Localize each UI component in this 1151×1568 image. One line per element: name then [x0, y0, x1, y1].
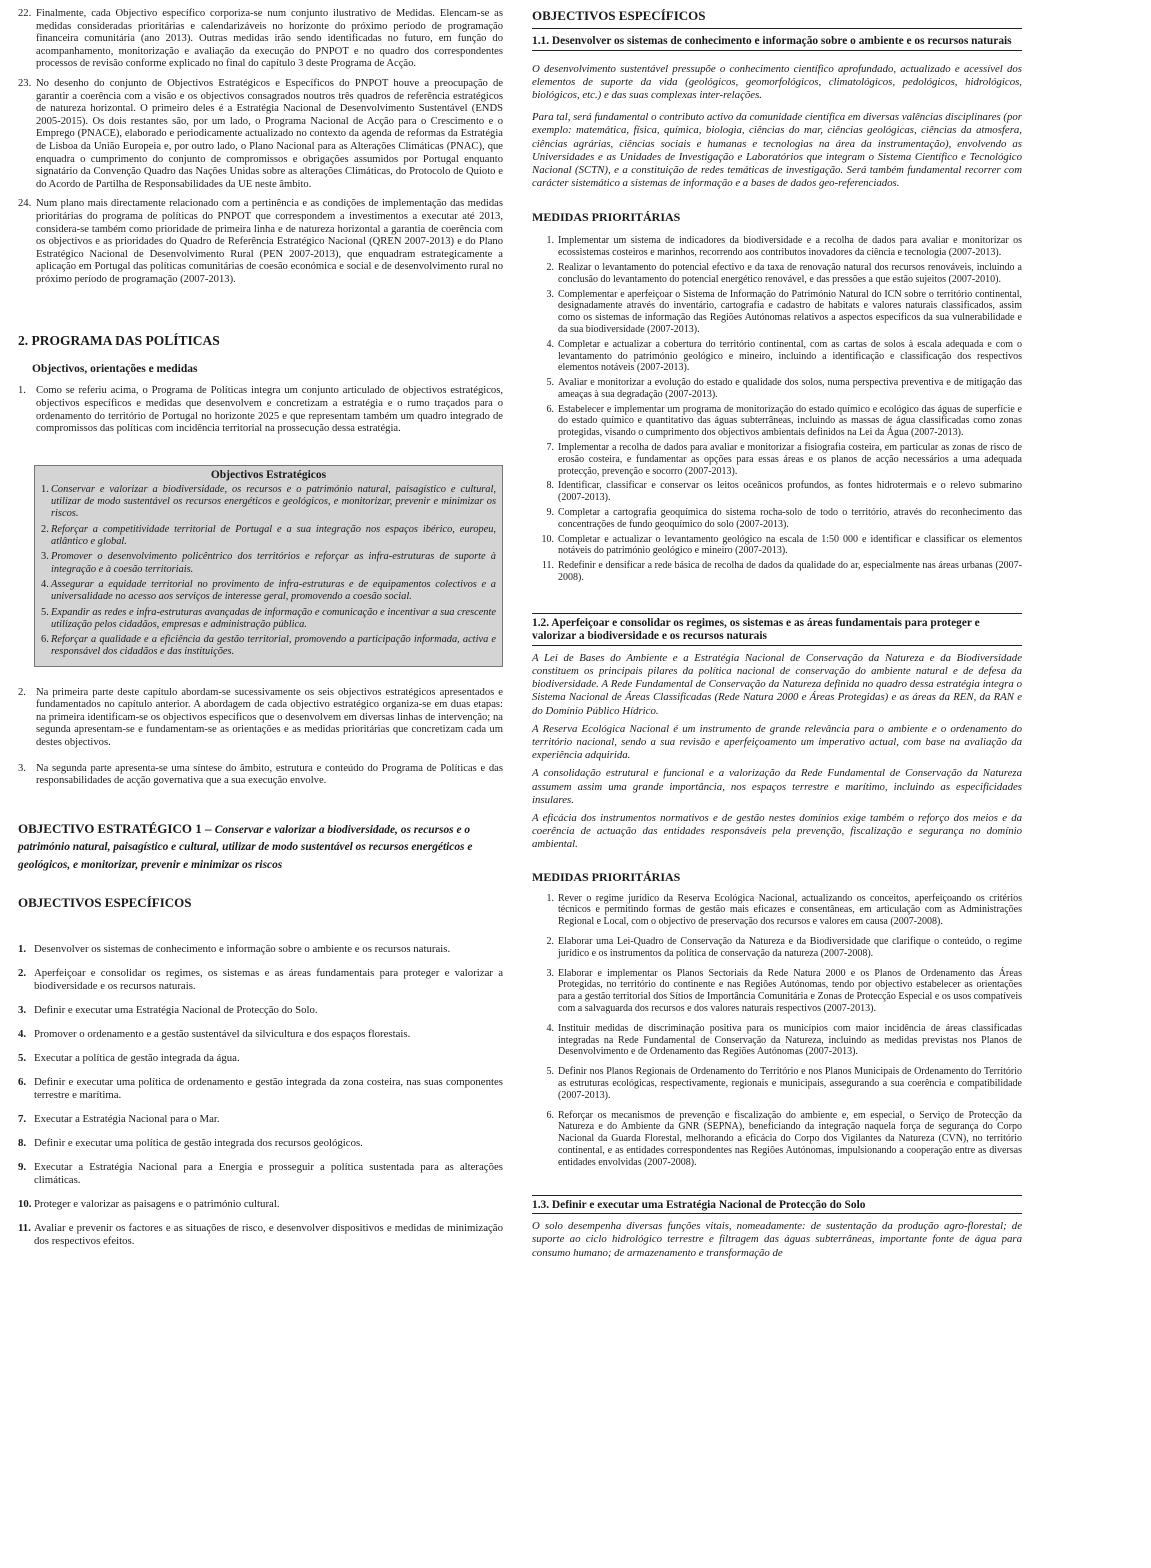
- subsection-1-1-title: 1.1. Desenvolver os sistemas de conhecimento e informação sobre o ambiente e os recursos naturais: [532, 35, 1022, 51]
- strategic-objectives-box: [34, 465, 503, 667]
- specific-objective: 6. Definir e executar uma política de ordenamento e gestão integrada da zona costeira, nas suas componentes terrestre e marítima.: [18, 1076, 503, 1102]
- subsection-1-2-block: [532, 613, 1022, 646]
- subsection-1-2-paragraph: A eficácia dos instrumentos normativos e de gestão nestes domínios exige também o reforço dos meios e da coerência de actuação das entidades responsáveis pela prevenção, fiscalização e segurança no domínio ambiental.: [532, 812, 1022, 851]
- paragraph-22: 22. Finalmente, cada Objectivo específico corporiza-se num conjunto ilustrativo de Medidas. Elencam-se as medidas consideradas prioritárias e calendarizáveis no horizonte do próximo período de programação financeira comunitária (ano 2013). Outras medidas irão sendo identificadas no futuro, em função do acompanhamento, monitorização e avaliação da execução do PNPOT e no quadro dos correspondentes processos de revisão conforme explicado no final do capítulo 3 deste Programa de Acção.: [18, 8, 503, 70]
- specific-objective: 2. Aperfeiçoar e consolidar os regimes, os sistemas e as áreas fundamentais para proteger e valorizar a biodiversidade e os recursos naturais.: [18, 967, 503, 993]
- paragraph-23: 23. No desenho do conjunto de Objectivos Estratégicos e Específicos do PNPOT houve a preocupação de garantir a coerência com a visão e os objectivos consagrados noutros três quadros de referência estratégicos de natureza horizontal. O primeiro deles é a Estratégia Nacional de Desenvolvimento Sustentável (ENDS 2005-2015). Os dois restantes são, por um lado, o Programa Nacional de Acção para o Crescimento e o Emprego (PNACE), elaborado e periodicamente actualizado no contexto da agenda de reformas da Estratégia de Lisboa da União Europeia e, por outro lado, o Plano Nacional para as Alterações Climáticas (PNAC), que enquadra o cumprimento do conjunto de compromissos e obrigações assumidos por Portugal enquanto signatário da Convenção Quadro das Nações Unidas sobre as alterações Climáticas, do Protocolo de Quioto e do Acordo de Partilha de Responsabilidades da UE neste âmbito.: [18, 77, 503, 190]
- priority-measure: 4. Instituir medidas de discriminação positiva para os municípios com maior incidência de áreas classificadas integradas na Rede Fundamental de Conservação da Natureza, incluindo as medidas previstas nos Planos de Desenvolvimento e de Ordenamento das Regiões Autónomas (2007-2013).: [546, 1022, 1022, 1058]
- specific-objective: 8. Definir e executar uma política de gestão integrada dos recursos geológicos.: [18, 1137, 363, 1150]
- box-item: 5. Expandir as redes e infra-estruturas avançadas de informação e comunicação e incentivar a sua crescente utilização pelos cidadãos, empresas e administração pública.: [41, 606, 496, 630]
- paragraph-2: 2. Na primeira parte deste capítulo abordam-se sucessivamente os seis objectivos estratégicos apresentados e fundamentados no capítulo anterior. A abordagem de cada objectivo estratégico organiza-se em duas etapas: na primeira identificam-se os objectivos específicos que o desenvolvem em diversas linhas de intervenção; na segunda apresentam-se e fundamentam-se as orientações e as medidas prioritárias que concretizam cada um destes objectivos.: [18, 686, 503, 749]
- priority-measure: 2. Elaborar uma Lei-Quadro de Conservação da Natureza e da Biodiversidade que clarifique o conteúdo, o regime jurídico e os instrumentos da política de conservação da natureza (2007-2008).: [546, 936, 1022, 959]
- specific-objective: 3. Definir e executar uma Estratégia Nacional de Protecção do Solo.: [18, 1004, 318, 1017]
- priority-measures-title-2: MEDIDAS PRIORITÁRIAS: [532, 869, 681, 884]
- specific-objective: 11. Avaliar e prevenir os factores e as situações de risco, e desenvolver dispositivos e medidas de minimização dos respectivos efeitos.: [18, 1222, 503, 1248]
- subsection-1-2-title: 1.2. Aperfeiçoar e consolidar os regimes, os sistemas e as áreas fundamentais para proteger e valorizar a biodiversidade e os recursos naturais: [532, 617, 1022, 646]
- subsection-1-2-paragraph: A consolidação estrutural e funcional e a valorização da Rede Fundamental de Conservação da Natureza assumem assim uma grande importância, nos espaços terrestre e marítimo, incluindo as especificidades insulares.: [532, 767, 1022, 806]
- strategic-objective-1-title: OBJECTIVO ESTRATÉGICO 1 – Conservar e valorizar a biodiversidade, os recursos e o património natural, paisagístico e cultural, utilizar de modo sustentável os recursos energéticos e geológicos, e monitorizar, prevenir e minimizar os riscos: [18, 820, 473, 871]
- subsection-1-1-paragraph: O desenvolvimento sustentável pressupõe o conhecimento científico aprofundado, actualizado e acessível dos elementos de suporte da vida (geológicos, geomorfológicos, climatológicos, pedológicos, hidrológicos, biológicos, etc.) e das suas complexas inter-relações.: [532, 62, 1022, 101]
- specific-objectives-heading: OBJECTIVOS ESPECÍFICOS: [532, 8, 706, 23]
- priority-measure: 5. Avaliar e monitorizar a evolução do estado e qualidade dos solos, numa perspectiva preventiva e de mitigação das ameaças à sua degradação (2007-2013).: [546, 377, 1022, 400]
- priority-measure: 11. Redefinir e densificar a rede básica de recolha de dados da qualidade do ar, especialmente nas áreas urbanas (2007-2008).: [541, 560, 1022, 584]
- section-subtitle: Objectivos, orientações e medidas: [32, 363, 198, 376]
- priority-measure: 9. Completar a cartografia geoquímica do sistema rocha-solo de todo o território, através do reconhecimento das concentrações de fundo geoquímico do solo (2007-2013).: [546, 507, 1022, 530]
- subsection-1-2-paragraph: A Lei de Bases do Ambiente e a Estratégia Nacional de Conservação da Natureza e da Biodiversidade constituem os principais pilares da política nacional de conservação do ambiente natural e de defesa da biodiversidade. A Rede Fundamental de Conservação da Natureza definida no quadro dessa estratégia integra o Sistema Nacional de Áreas Classificadas (Rede Natura 2000 e Áreas Protegidas) e as áreas da REN, da RAN e do Domínio Público Hídrico.: [532, 651, 1022, 717]
- priority-measure: 6. Estabelecer e implementar um programa de monitorização do estado químico e ecológico das águas de superfície e do estado químico e quantitativo das águas subterrâneas, incluindo as massas de água classificadas como zonas protegidas, visando o cumprimento dos objectivos ambientais definidos na Lei da Água (2007-2013).: [546, 403, 1022, 439]
- priority-measure: 4. Completar e actualizar a cobertura do território continental, com as cartas de solos à escala adequada e com o levantamento do património geológico e mineiro, incluindo a identificação e classificação dos respectivos elementos notáveis (2007-2013).: [546, 338, 1022, 374]
- specific-objective: 1. Desenvolver os sistemas de conhecimento e informação sobre o ambiente e os recursos naturais.: [18, 943, 451, 956]
- specific-objective: 5. Executar a política de gestão integrada da água.: [18, 1052, 240, 1065]
- priority-measures-title: MEDIDAS PRIORITÁRIAS: [532, 210, 681, 225]
- priority-measure: 10. Completar e actualizar o levantamento geológico na escala de 1:50 000 e identificar e classificar os elementos notáveis do património geológico e mineiro (2007-2013).: [541, 533, 1022, 557]
- top-title-block: [532, 8, 1022, 29]
- priority-measure: 1. Implementar um sistema de indicadores da biodiversidade e a recolha de dados para avaliar e monitorizar os ecossistemas costeiros e marinhos, recorrendo aos contributos inovadores da ciência e tecnologia (2007-2013).: [546, 235, 1022, 259]
- box-item: 4. Assegurar a equidade territorial no provimento de infra-estruturas e de equipamentos colectivos e a universalidade no acesso aos serviços de interesse geral, promovendo a coesão social.: [41, 578, 496, 603]
- priority-measure: 5. Definir nos Planos Regionais de Ordenamento do Território e nos Planos Municipais de Ordenamento do Território as estruturas ecológicas, respectivamente, regionais e municipais, assegurando a sua coerência e compatibilidade (2007-2013).: [546, 1066, 1022, 1101]
- priority-measure: 2. Realizar o levantamento do potencial efectivo e da taxa de renovação natural dos recursos renováveis, incluindo a conclusão do levantamento do potencial energético renovável, e das pressões a que estão sujeitos (2007-2010).: [546, 261, 1022, 285]
- box-title: Objectivos Estratégicos: [210, 468, 327, 481]
- priority-measure: 8. Identificar, classificar e conservar os leitos oceânicos profundos, as fontes hidrotermais e o relevo submarino (2007-2013).: [546, 480, 1022, 504]
- specific-objective: 7. Executar a Estratégia Nacional para o Mar.: [18, 1113, 220, 1126]
- box-item: 3. Promover o desenvolvimento policêntrico dos territórios e reforçar as infra-estruturas de suporte à integração e à coesão territoriais.: [41, 551, 496, 575]
- subsection-1-3-block: [532, 1195, 1022, 1215]
- right-column: [532, 8, 1022, 1260]
- left-column: [18, 8, 503, 1259]
- specific-objective: 9. Executar a Estratégia Nacional para a Energia e prosseguir a política sustentada para as alterações climáticas.: [18, 1161, 503, 1187]
- priority-measure: 3. Complementar e aperfeiçoar o Sistema de Informação do Património Natural do ICN sobre o território continental, designadamente através do inventário, cartografia e cadastro de habitats e valores naturais classificados, assim como os sistemas de informação das Regiões Autónomas relativos a aspectos específicos da sua vulnerabilidade e da sua biodiversidade (2007-2013).: [546, 288, 1022, 335]
- section-paragraph-1: 1. Como se referiu acima, o Programa de Políticas integra um conjunto articulado de objectivos estratégicos, objectivos específicos e medidas que desenvolvem e concretizam a estratégia e o rumo traçados para o ordenamento do território de Portugal no horizonte 2025 e que representam também um quadro integrado de compromissos das políticas com incidência territorial na prossecução dessa estratégia.: [18, 385, 503, 435]
- section-title: 2. PROGRAMA DAS POLÍTICAS: [18, 333, 220, 349]
- box-item: 6. Reforçar a qualidade e a eficiência da gestão territorial, promovendo a participação informada, activa e responsável dos cidadãos e das instituições.: [41, 634, 496, 658]
- box-item: 1. Conservar e valorizar a biodiversidade, os recursos e o património natural, paisagístico e cultural, utilizar de modo sustentável os recursos energéticos e geológicos, e monitorizar, prevenir e minimizar os riscos.: [41, 483, 496, 520]
- priority-measure: 3. Elaborar e implementar os Planos Sectoriais da Rede Natura 2000 e os Planos de Ordenamento das Áreas Protegidas, no território do continente e nas Regiões Autónomas, tendo por objectivo estabelecer as orientações para a gestão territorial dos Sítios de Importância Comunitária e Zonas de Protecção Especial e os usos compatíveis com a salvaguarda dos recursos e dos valores naturais respectivos (2007-2013).: [546, 967, 1022, 1015]
- paragraph-3: 3. Na segunda parte apresenta-se uma síntese do âmbito, estrutura e conteúdo do Programa de Políticas e das responsabilidades de acção governativa que a sua execução envolve.: [18, 762, 503, 787]
- specific-objective: 10. Proteger e valorizar as paisagens e o património cultural.: [18, 1198, 280, 1211]
- priority-measure: 1. Rever o regime jurídico da Reserva Ecológica Nacional, actualizando os conceitos, aperfeiçoando os critérios técnicos e permitindo formas de gestão mais eficazes e consentâneas, em articulação com as Administrações Regional e Local, com o objectivo de preservação dos recursos e valores em causa (2007-2008).: [546, 892, 1022, 928]
- paragraph-24: 24. Num plano mais directamente relacionado com a pertinência e as condições de implementação das medidas prioritárias do programa de políticas do PNPOT que correspondem a investimentos a executar até 2013, considera-se também como prioridade de primeira linha e de natureza horizontal a garantia de coerência com os objectivos e as prioridades do Quadro de Referência Estratégico Nacional (QREN 2007-2013) e do Plano Estratégico Nacional de Desenvolvimento Rural (PEN 2007-2013), que enquadram estrategicamente a aplicação em Portugal das políticas comunitárias de coesão económica e social e de desenvolvimento rural no próximo período de programação (2007-2013).: [18, 198, 503, 285]
- subsection-1-1-paragraph: Para tal, será fundamental o contributo activo da comunidade científica em diversas valências disciplinares (por exemplo: matemática, física, química, biologia, ciências do mar, ciências geológicas, ciências da atmosfera, ciências agrárias, ciências sociais e humanas e tecnologias na área da instrumentação), envolvendo as Universidades e as Unidades de Investigação e Laboratórios que integram o Sistema Científico e Tecnológico Nacional (SCTN), e a constituição de redes temáticas de investigação. Será também fundamental recorrer com carácter sistemático a sistemas de informação e a bases de dados geo-referenciados.: [532, 111, 1022, 190]
- subsection-1-3-title: 1.3. Definir e executar uma Estratégia Nacional de Protecção do Solo: [532, 1199, 1022, 1215]
- priority-measure: 6. Reforçar os mecanismos de prevenção e fiscalização do ambiente e, em especial, o Serviço de Protecção da Natureza e do Ambiente da GNR (SEPNA), beneficiando da integração naquela força de segurança do Corpo Nacional da Guarda Florestal, melhorando a eficácia do Corpo dos Vigilantes da Natureza (CVN), no território continental, e as entidades correspondentes nas Regiões Autónomas, impulsionando a cooperação entre as diversas entidades envolvidas (2007-2008).: [546, 1109, 1022, 1168]
- subsection-1-2-paragraph: A Reserva Ecológica Nacional é um instrumento de grande relevância para o ambiente e o ordenamento do território nacional, sendo a sua revisão e aperfeiçoamento um imperativo actual, com base na avaliação da experiência adquirida.: [532, 722, 1022, 762]
- subsection-1-3-paragraph: O solo desempenha diversas funções vitais, nomeadamente: de sustentação da produção agro-florestal; de suporte ao ciclo hidrológico terrestre e filtragem das águas subterrâneas, importante fonte de água para consumo humano; de armazenamento e transformação de: [532, 1220, 1022, 1259]
- specific-objective: 4. Promover o ordenamento e a gestão sustentável da silvicultura e dos espaços florestais.: [18, 1028, 411, 1041]
- box-item: 2. Reforçar a competitividade territorial de Portugal e a sua integração nos espaços ibérico, europeu, atlântico e global.: [41, 523, 496, 548]
- specific-objectives-title: OBJECTIVOS ESPECÍFICOS: [18, 895, 192, 911]
- priority-measure: 7. Implementar a recolha de dados para avaliar e monitorizar a fisiografia costeira, em particular as zonas de risco de erosão costeira, e fundamentar as opções para essas áreas e os planos de acção necessários a uma adequada protecção, prevenção e socorro (2007-2013).: [546, 442, 1022, 477]
